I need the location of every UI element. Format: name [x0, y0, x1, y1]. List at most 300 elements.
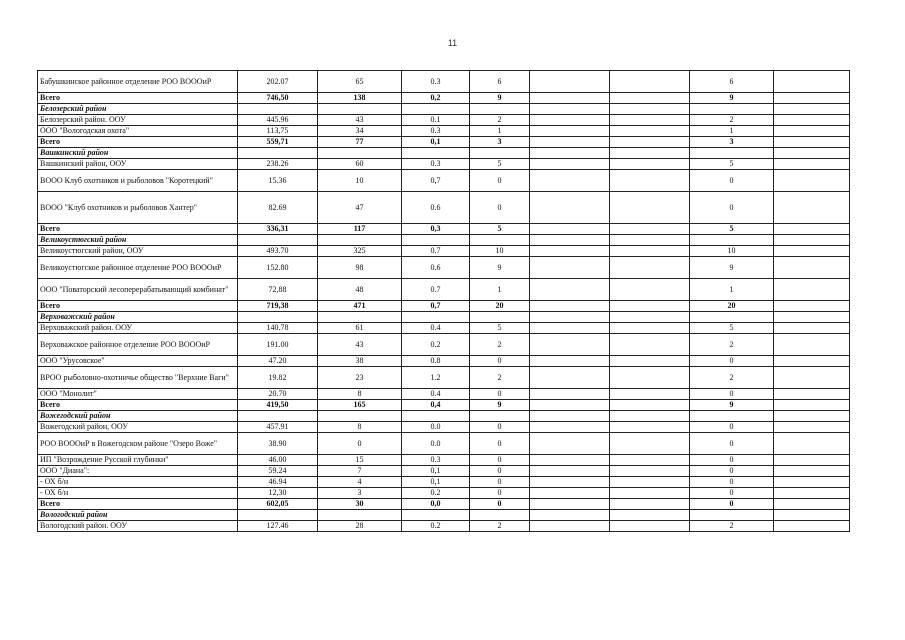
organization-name-cell: Белозерский район. ООУ: [38, 115, 238, 126]
value-cell-col-7: [610, 466, 690, 477]
value-cell-col-3: [318, 148, 402, 159]
value-cell-col-9: [774, 71, 850, 93]
value-cell-col-3: 8: [318, 422, 402, 433]
value-cell-col-7: [610, 334, 690, 356]
total-row: [38, 301, 850, 312]
page-number: 11: [447, 38, 458, 48]
value-cell-col-6: [530, 334, 610, 356]
value-cell-col-7: [610, 433, 690, 455]
value-cell-col-5: 0: [470, 466, 530, 477]
value-cell-col-4: 0.7: [402, 246, 470, 257]
district-name-cell: Белозерский район: [38, 104, 238, 115]
organization-name-cell: ВРОО рыболовно-охотничье общество "Верхние Ваги": [38, 367, 238, 389]
value-cell-col-2: [238, 312, 318, 323]
value-cell-col-6: [530, 71, 610, 93]
value-cell-col-3: 30: [318, 499, 402, 510]
value-cell-col-6: [530, 170, 610, 192]
value-cell-col-8: 2: [690, 521, 774, 532]
value-cell-col-9: [774, 312, 850, 323]
value-cell-col-2: 559,71: [238, 137, 318, 148]
value-cell-col-3: 0: [318, 433, 402, 455]
value-cell-col-2: [238, 510, 318, 521]
value-cell-col-9: [774, 389, 850, 400]
value-cell-col-9: [774, 356, 850, 367]
value-cell-col-6: [530, 367, 610, 389]
value-cell-col-5: 0: [470, 170, 530, 192]
value-cell-col-9: [774, 235, 850, 246]
value-cell-col-4: 0.2: [402, 521, 470, 532]
value-cell-col-9: [774, 301, 850, 312]
table-row: [38, 257, 850, 279]
value-cell-col-4: 0.7: [402, 279, 470, 301]
value-cell-col-3: [318, 104, 402, 115]
organization-name-cell: Вашкинский район, ООУ: [38, 159, 238, 170]
value-cell-col-3: 10: [318, 170, 402, 192]
value-cell-col-2: 493.70: [238, 246, 318, 257]
value-cell-col-4: 0.3: [402, 159, 470, 170]
value-cell-col-5: 6: [470, 71, 530, 93]
value-cell-col-8: 0: [690, 477, 774, 488]
value-cell-col-6: [530, 126, 610, 137]
value-cell-col-5: 2: [470, 367, 530, 389]
value-cell-col-2: [238, 235, 318, 246]
value-cell-col-8: 0: [690, 389, 774, 400]
value-cell-col-8: 10: [690, 246, 774, 257]
value-cell-col-6: [530, 356, 610, 367]
total-row: [38, 137, 850, 148]
organization-name-cell: Всего: [38, 400, 238, 411]
table-row: [38, 115, 850, 126]
value-cell-col-7: [610, 301, 690, 312]
district-name-cell: Великоустюгский район: [38, 235, 238, 246]
value-cell-col-2: 719,38: [238, 301, 318, 312]
value-cell-col-4: 0,4: [402, 400, 470, 411]
value-cell-col-8: [690, 411, 774, 422]
value-cell-col-6: [530, 389, 610, 400]
value-cell-col-7: [610, 367, 690, 389]
value-cell-col-9: [774, 334, 850, 356]
value-cell-col-8: 5: [690, 224, 774, 235]
value-cell-col-4: 0.1: [402, 115, 470, 126]
table-row: [38, 488, 850, 499]
district-name-cell: Вологодский район: [38, 510, 238, 521]
value-cell-col-8: 9: [690, 93, 774, 104]
value-cell-col-8: 5: [690, 323, 774, 334]
value-cell-col-6: [530, 411, 610, 422]
value-cell-col-2: 46.94: [238, 477, 318, 488]
value-cell-col-2: 746,50: [238, 93, 318, 104]
value-cell-col-5: 9: [470, 93, 530, 104]
table-row: [38, 334, 850, 356]
table-row: [38, 455, 850, 466]
value-cell-col-9: [774, 279, 850, 301]
value-cell-col-7: [610, 356, 690, 367]
value-cell-col-4: 0.0: [402, 433, 470, 455]
district-header-row: [38, 104, 850, 115]
value-cell-col-9: [774, 126, 850, 137]
value-cell-col-3: 47: [318, 192, 402, 224]
value-cell-col-4: 0,0: [402, 499, 470, 510]
value-cell-col-3: 38: [318, 356, 402, 367]
value-cell-col-8: 20: [690, 301, 774, 312]
value-cell-col-5: [470, 411, 530, 422]
value-cell-col-3: 4: [318, 477, 402, 488]
table-row: [38, 477, 850, 488]
value-cell-col-4: [402, 510, 470, 521]
value-cell-col-7: [610, 312, 690, 323]
value-cell-col-8: 0: [690, 422, 774, 433]
value-cell-col-3: 43: [318, 334, 402, 356]
value-cell-col-7: [610, 400, 690, 411]
value-cell-col-6: [530, 148, 610, 159]
value-cell-col-4: [402, 312, 470, 323]
value-cell-col-2: 127.46: [238, 521, 318, 532]
value-cell-col-3: [318, 235, 402, 246]
organization-name-cell: Вожегодский район, ООУ: [38, 422, 238, 433]
value-cell-col-6: [530, 433, 610, 455]
value-cell-col-3: 77: [318, 137, 402, 148]
value-cell-col-5: 0: [470, 422, 530, 433]
value-cell-col-5: 0: [470, 192, 530, 224]
value-cell-col-9: [774, 367, 850, 389]
value-cell-col-7: [610, 257, 690, 279]
value-cell-col-8: 0: [690, 488, 774, 499]
value-cell-col-8: 2: [690, 334, 774, 356]
value-cell-col-6: [530, 235, 610, 246]
value-cell-col-6: [530, 521, 610, 532]
district-name-cell: Вожегодский район: [38, 411, 238, 422]
organization-name-cell: Великоустюгское районное отделение РОО ВОООиР: [38, 257, 238, 279]
value-cell-col-2: [238, 411, 318, 422]
value-cell-col-6: [530, 159, 610, 170]
value-cell-col-7: [610, 477, 690, 488]
value-cell-col-9: [774, 433, 850, 455]
table-row: [38, 192, 850, 224]
value-cell-col-8: [690, 312, 774, 323]
value-cell-col-4: 0,1: [402, 477, 470, 488]
total-row: [38, 224, 850, 235]
table-row: [38, 71, 850, 93]
value-cell-col-5: [470, 104, 530, 115]
value-cell-col-2: 15.36: [238, 170, 318, 192]
value-cell-col-6: [530, 499, 610, 510]
value-cell-col-3: 138: [318, 93, 402, 104]
value-cell-col-2: 191.00: [238, 334, 318, 356]
organization-name-cell: ООО "Диана":: [38, 466, 238, 477]
value-cell-col-3: [318, 411, 402, 422]
value-cell-col-2: 457.91: [238, 422, 318, 433]
organization-name-cell: ООО "Поваторский лесоперерабатывающий комбинат": [38, 279, 238, 301]
value-cell-col-5: 5: [470, 323, 530, 334]
table-row: [38, 126, 850, 137]
value-cell-col-5: 0: [470, 389, 530, 400]
total-row: [38, 400, 850, 411]
value-cell-col-4: 0.2: [402, 488, 470, 499]
value-cell-col-4: [402, 104, 470, 115]
value-cell-col-3: 28: [318, 521, 402, 532]
value-cell-col-6: [530, 224, 610, 235]
district-header-row: [38, 510, 850, 521]
value-cell-col-8: 0: [690, 356, 774, 367]
value-cell-col-5: 2: [470, 115, 530, 126]
value-cell-col-7: [610, 411, 690, 422]
value-cell-col-7: [610, 235, 690, 246]
organization-name-cell: ООО "Вологодская охота": [38, 126, 238, 137]
value-cell-col-6: [530, 115, 610, 126]
value-cell-col-4: 0.6: [402, 192, 470, 224]
value-cell-col-6: [530, 137, 610, 148]
value-cell-col-3: 34: [318, 126, 402, 137]
value-cell-col-5: 5: [470, 159, 530, 170]
value-cell-col-2: 72,88: [238, 279, 318, 301]
organization-name-cell: Всего: [38, 224, 238, 235]
organization-name-cell: ООО "Монолит": [38, 389, 238, 400]
table-row: [38, 279, 850, 301]
value-cell-col-3: 325: [318, 246, 402, 257]
value-cell-col-8: 9: [690, 257, 774, 279]
value-cell-col-9: [774, 115, 850, 126]
value-cell-col-2: 82.69: [238, 192, 318, 224]
value-cell-col-9: [774, 137, 850, 148]
value-cell-col-7: [610, 422, 690, 433]
value-cell-col-6: [530, 246, 610, 257]
table-row: [38, 433, 850, 455]
value-cell-col-8: 1: [690, 279, 774, 301]
value-cell-col-7: [610, 170, 690, 192]
value-cell-col-2: 238.26: [238, 159, 318, 170]
value-cell-col-2: 202.07: [238, 71, 318, 93]
value-cell-col-4: 0.4: [402, 389, 470, 400]
value-cell-col-3: [318, 312, 402, 323]
value-cell-col-4: 0.3: [402, 71, 470, 93]
organization-name-cell: Великоустюгский район, ООУ: [38, 246, 238, 257]
value-cell-col-6: [530, 510, 610, 521]
value-cell-col-9: [774, 159, 850, 170]
value-cell-col-7: [610, 224, 690, 235]
organization-name-cell: ИП "Возрождение Русской глубинки": [38, 455, 238, 466]
value-cell-col-9: [774, 477, 850, 488]
organization-name-cell: Всего: [38, 301, 238, 312]
value-cell-col-8: 6: [690, 71, 774, 93]
value-cell-col-9: [774, 400, 850, 411]
value-cell-col-5: 0: [470, 455, 530, 466]
value-cell-col-8: 0: [690, 433, 774, 455]
value-cell-col-9: [774, 488, 850, 499]
value-cell-col-3: 7: [318, 466, 402, 477]
district-name-cell: Верховажский район: [38, 312, 238, 323]
total-row: [38, 93, 850, 104]
organization-name-cell: Верховажское районное отделение РОО ВОООиР: [38, 334, 238, 356]
value-cell-col-8: 0: [690, 170, 774, 192]
value-cell-col-9: [774, 499, 850, 510]
value-cell-col-9: [774, 246, 850, 257]
value-cell-col-7: [610, 510, 690, 521]
value-cell-col-4: [402, 148, 470, 159]
value-cell-col-4: 0,2: [402, 93, 470, 104]
value-cell-col-4: [402, 411, 470, 422]
value-cell-col-5: 9: [470, 400, 530, 411]
value-cell-col-4: 0.8: [402, 356, 470, 367]
value-cell-col-8: 9: [690, 400, 774, 411]
district-header-row: [38, 411, 850, 422]
value-cell-col-7: [610, 115, 690, 126]
organization-name-cell: - ОХ б/н: [38, 477, 238, 488]
value-cell-col-2: [238, 104, 318, 115]
value-cell-col-2: 20.70: [238, 389, 318, 400]
value-cell-col-5: [470, 148, 530, 159]
value-cell-col-8: 0: [690, 466, 774, 477]
value-cell-col-5: 0: [470, 433, 530, 455]
value-cell-col-2: 12,30: [238, 488, 318, 499]
value-cell-col-6: [530, 477, 610, 488]
value-cell-col-4: 0.2: [402, 334, 470, 356]
value-cell-col-9: [774, 170, 850, 192]
value-cell-col-9: [774, 466, 850, 477]
value-cell-col-6: [530, 323, 610, 334]
value-cell-col-8: [690, 235, 774, 246]
value-cell-col-4: 0.3: [402, 126, 470, 137]
value-cell-col-4: [402, 235, 470, 246]
value-cell-col-3: 65: [318, 71, 402, 93]
value-cell-col-5: 2: [470, 521, 530, 532]
value-cell-col-3: 43: [318, 115, 402, 126]
value-cell-col-3: 471: [318, 301, 402, 312]
value-cell-col-5: 0: [470, 477, 530, 488]
value-cell-col-7: [610, 71, 690, 93]
value-cell-col-7: [610, 455, 690, 466]
value-cell-col-2: 113,75: [238, 126, 318, 137]
table-row: [38, 170, 850, 192]
value-cell-col-7: [610, 521, 690, 532]
district-header-row: [38, 235, 850, 246]
value-cell-col-4: 0.3: [402, 455, 470, 466]
value-cell-col-7: [610, 323, 690, 334]
value-cell-col-8: 0: [690, 499, 774, 510]
value-cell-col-3: 117: [318, 224, 402, 235]
organization-name-cell: Всего: [38, 499, 238, 510]
value-cell-col-8: 0: [690, 455, 774, 466]
value-cell-col-6: [530, 301, 610, 312]
value-cell-col-5: [470, 510, 530, 521]
value-cell-col-5: [470, 235, 530, 246]
table-row: [38, 356, 850, 367]
value-cell-col-3: 165: [318, 400, 402, 411]
value-cell-col-8: 1: [690, 126, 774, 137]
value-cell-col-7: [610, 279, 690, 301]
table-row: [38, 422, 850, 433]
value-cell-col-5: 0: [470, 356, 530, 367]
value-cell-col-5: 10: [470, 246, 530, 257]
hunting-data-table: [37, 70, 850, 532]
value-cell-col-5: 1: [470, 126, 530, 137]
value-cell-col-2: 336,31: [238, 224, 318, 235]
value-cell-col-5: 2: [470, 334, 530, 356]
value-cell-col-8: 2: [690, 367, 774, 389]
value-cell-col-6: [530, 279, 610, 301]
value-cell-col-9: [774, 422, 850, 433]
table-row: [38, 323, 850, 334]
organization-name-cell: ВООО "Клуб охотников и рыболовов Хантер": [38, 192, 238, 224]
table-row: [38, 159, 850, 170]
value-cell-col-8: [690, 104, 774, 115]
value-cell-col-7: [610, 159, 690, 170]
value-cell-col-6: [530, 422, 610, 433]
value-cell-col-9: [774, 148, 850, 159]
total-row: [38, 499, 850, 510]
table-row: [38, 521, 850, 532]
organization-name-cell: Верховажский район. ООУ: [38, 323, 238, 334]
value-cell-col-8: 2: [690, 115, 774, 126]
value-cell-col-3: [318, 510, 402, 521]
value-cell-col-6: [530, 257, 610, 279]
value-cell-col-4: 0,1: [402, 137, 470, 148]
value-cell-col-7: [610, 389, 690, 400]
organization-name-cell: РОО ВОООиР в Вожегодском районе "Озеро Воже": [38, 433, 238, 455]
value-cell-col-4: 0,7: [402, 170, 470, 192]
value-cell-col-3: 3: [318, 488, 402, 499]
value-cell-col-3: 98: [318, 257, 402, 279]
value-cell-col-8: 0: [690, 192, 774, 224]
value-cell-col-2: [238, 148, 318, 159]
value-cell-col-6: [530, 312, 610, 323]
organization-name-cell: - ОХ б/н: [38, 488, 238, 499]
value-cell-col-8: 3: [690, 137, 774, 148]
value-cell-col-5: 1: [470, 279, 530, 301]
value-cell-col-2: 140.78: [238, 323, 318, 334]
table-row: [38, 246, 850, 257]
value-cell-col-2: 445.96: [238, 115, 318, 126]
organization-name-cell: Бабушкинское районное отделение РОО ВОООиР: [38, 71, 238, 93]
value-cell-col-4: 0,1: [402, 466, 470, 477]
value-cell-col-5: 0: [470, 499, 530, 510]
organization-name-cell: Всего: [38, 137, 238, 148]
value-cell-col-8: [690, 510, 774, 521]
value-cell-col-3: 60: [318, 159, 402, 170]
value-cell-col-2: 602,05: [238, 499, 318, 510]
value-cell-col-7: [610, 246, 690, 257]
value-cell-col-6: [530, 93, 610, 104]
value-cell-col-9: [774, 104, 850, 115]
value-cell-col-6: [530, 192, 610, 224]
value-cell-col-2: 19.82: [238, 367, 318, 389]
value-cell-col-6: [530, 400, 610, 411]
value-cell-col-2: 152.80: [238, 257, 318, 279]
table-row: [38, 367, 850, 389]
value-cell-col-9: [774, 257, 850, 279]
value-cell-col-3: 61: [318, 323, 402, 334]
value-cell-col-7: [610, 499, 690, 510]
value-cell-col-5: 5: [470, 224, 530, 235]
value-cell-col-7: [610, 93, 690, 104]
value-cell-col-3: 8: [318, 389, 402, 400]
value-cell-col-8: 5: [690, 159, 774, 170]
value-cell-col-6: [530, 488, 610, 499]
value-cell-col-2: 419,50: [238, 400, 318, 411]
value-cell-col-5: 3: [470, 137, 530, 148]
value-cell-col-5: 9: [470, 257, 530, 279]
district-header-row: [38, 312, 850, 323]
value-cell-col-4: 0.6: [402, 257, 470, 279]
value-cell-col-7: [610, 104, 690, 115]
value-cell-col-9: [774, 323, 850, 334]
value-cell-col-9: [774, 521, 850, 532]
value-cell-col-9: [774, 455, 850, 466]
value-cell-col-4: 1.2: [402, 367, 470, 389]
value-cell-col-2: 46.00: [238, 455, 318, 466]
district-header-row: [38, 148, 850, 159]
value-cell-col-9: [774, 411, 850, 422]
value-cell-col-9: [774, 224, 850, 235]
